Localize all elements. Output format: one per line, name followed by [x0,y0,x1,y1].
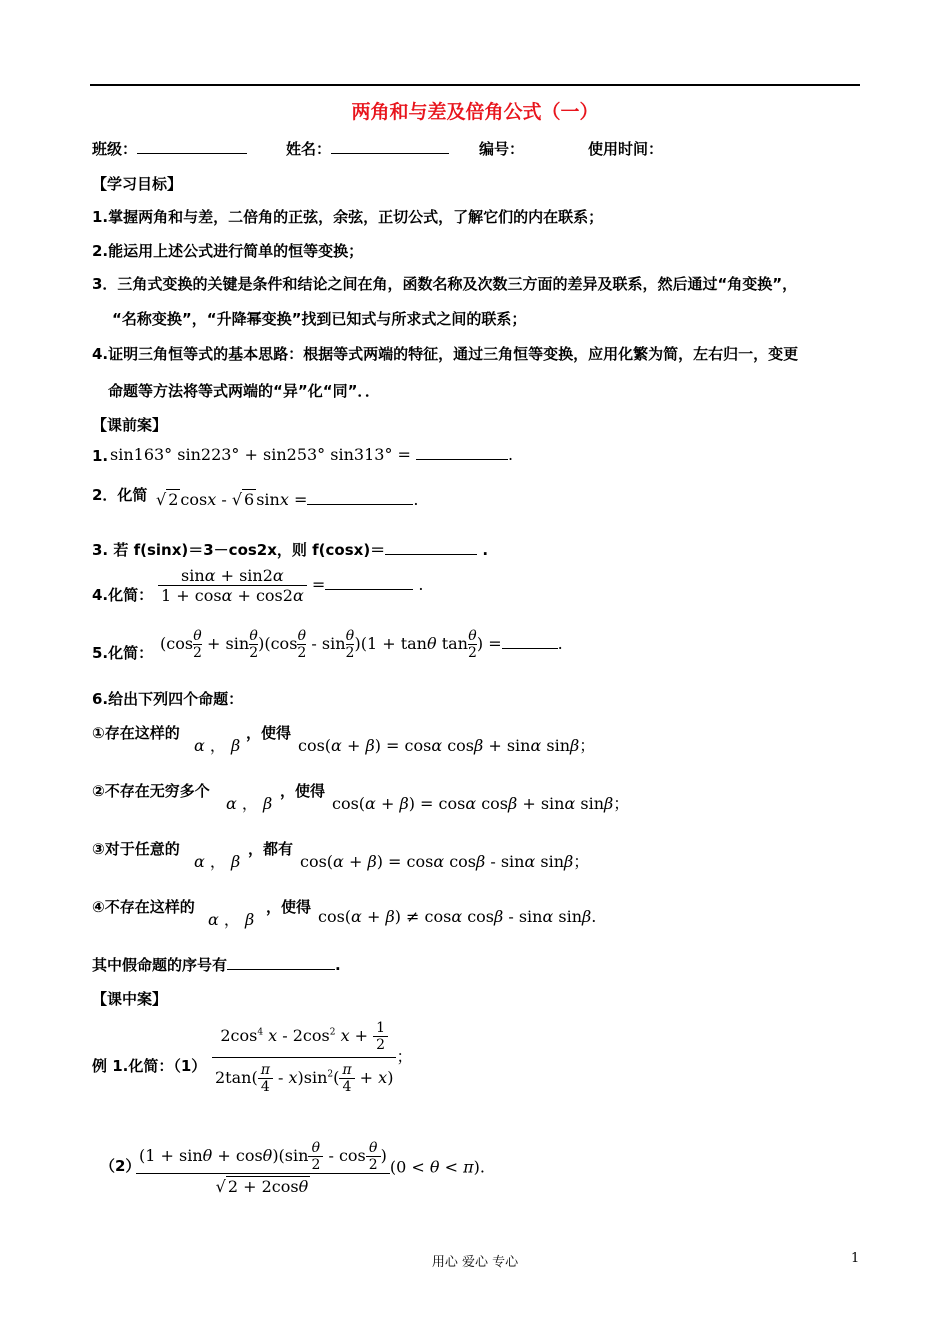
class-label: 班级： [92,140,138,158]
name-blank[interactable] [331,139,449,154]
name-field [286,138,449,159]
q4-label: 4.化简： [92,586,154,604]
prop1-mid: ，使得 [246,724,292,742]
inclass-heading: 【课中案】 [92,990,168,1008]
prop4-formula: cos(α + β) ≠ cosα cosβ - sinα sinβ. [318,907,597,926]
prop3-label: ③对于任意的 [92,840,180,858]
class-blank[interactable] [137,139,247,154]
q5-blank[interactable] [502,634,558,649]
prop4-label: ④不存在这样的 [92,898,195,916]
name-label: 姓名： [286,140,332,158]
q2-label: 2．化简 [92,486,148,504]
q6-text: 6.给出下列四个命题： [92,690,244,708]
q1-blank[interactable] [416,445,508,460]
prop2-label: ②不存在无穷多个 [92,782,210,800]
q2-expression: √ 2 cosx - √ 6 sinx = . [156,490,419,509]
page-title: 两角和与差及倍角公式（一） [351,101,599,123]
q5-expression: (cos $\frac{\theta}{2}$ + sin $\frac{\theta}{2}$ )(cos $\frac{\theta}{2}$ - sin $\frac{\theta}{2}$ )(1 + tanθ tan $\frac{\theta}{2}$ ) = . [160,628,563,661]
goal-item-3b: “名称变换”，“升降幂变换”找到已知式与所求式之间的联系； [112,310,527,328]
q4-blank[interactable] [325,575,413,590]
prop3-formula: cos(α + β) = cosα cosβ - sinα sinβ； [300,852,590,871]
goal-item-4b: 命题等方法将等式两端的“异”化“同”．． [108,382,380,400]
example2-expression: (1 + sinθ + cosθ)(sin $\frac{\theta}{2}$ - cos $\frac{\theta}{2}$ ) √ 2 + 2cosθ (0 < θ < π). [136,1140,485,1196]
q1-expression: sin163° sin223° + sin253° sin313° = . [110,445,514,464]
class-field [92,138,247,159]
prop2-formula: cos(α + β) = cosα cosβ + sinα sinβ； [332,794,630,813]
goal-item-2: 2.能运用上述公式进行简单的恒等变换； [92,242,364,260]
goals-heading: 【学习目标】 [92,175,183,193]
q5-label: 5.化简： [92,644,154,662]
prop4-vars: α ， β [208,910,255,929]
prop1-formula: cos(α + β) = cosα cosβ + sinα sinβ； [298,736,596,755]
q3-text: 3. 若 f(sinx)＝3－cos2x，则 f(cosx)＝ . [92,541,489,559]
false-props-blank[interactable] [227,955,335,970]
goal-item-4a: 4.证明三角恒等式的基本思路：根据等式两端的特征，通过三角恒等变换，应用化繁为简，左右归一，变更 [92,345,799,363]
q4-expression: $\frac{\sin\alpha + \sin 2\alpha}{1 + \cos\alpha + \cos 2\alpha}$ = . [158,566,423,605]
q3-blank[interactable] [385,540,477,555]
example1-label: 例 1.化简：（1） [92,1057,207,1075]
false-props-text: 其中假命题的序号有 [92,956,228,974]
prop2-vars: α ， β [226,794,273,813]
number-label: 编号： [479,140,525,158]
prop1-label: ①存在这样的 [92,724,180,742]
preclass-heading: 【课前案】 [92,416,168,434]
prop4-mid: ，使得 [266,898,312,916]
prop3-mid: ，都有 [248,840,294,858]
q2-blank[interactable] [307,490,413,505]
time-label: 使用时间： [588,140,664,158]
example2-label: （2） [100,1157,141,1175]
goal-item-3a: 3．三角式变换的关键是条件和结论之间在角，函数名称及次数三方面的差异及联系，然后通过“角变换”， [92,275,798,293]
prop1-vars: α ， β [194,736,241,755]
header-rule [90,84,860,86]
goal-item-1: 1.掌握两角和与差，二倍角的正弦，余弦，正切公式，了解它们的内在联系； [92,208,604,226]
q1-number: 1. [92,447,109,465]
example1-expression: $2\cos^4$ x - $2\cos^2$ x + $\frac{1}{2}$ 2tan( $\frac{\pi}{4}$ - $x)\sin^2$( $\frac{\pi}{4}$ + x) ； [212,1020,412,1095]
false-props: 其中假命题的序号有 . [92,956,341,974]
q1-expr-text: sin163° sin223° + sin253° sin313° = [110,445,411,464]
q3-text-content: 3. 若 f(sinx)＝3－cos2x，则 f(cosx)＝ [92,541,386,559]
prop2-mid: ，使得 [280,782,326,800]
page-number: 1 [851,1251,860,1266]
footer-text: 用心 爱心 专心 [431,1255,519,1270]
prop3-vars: α ， β [194,852,241,871]
